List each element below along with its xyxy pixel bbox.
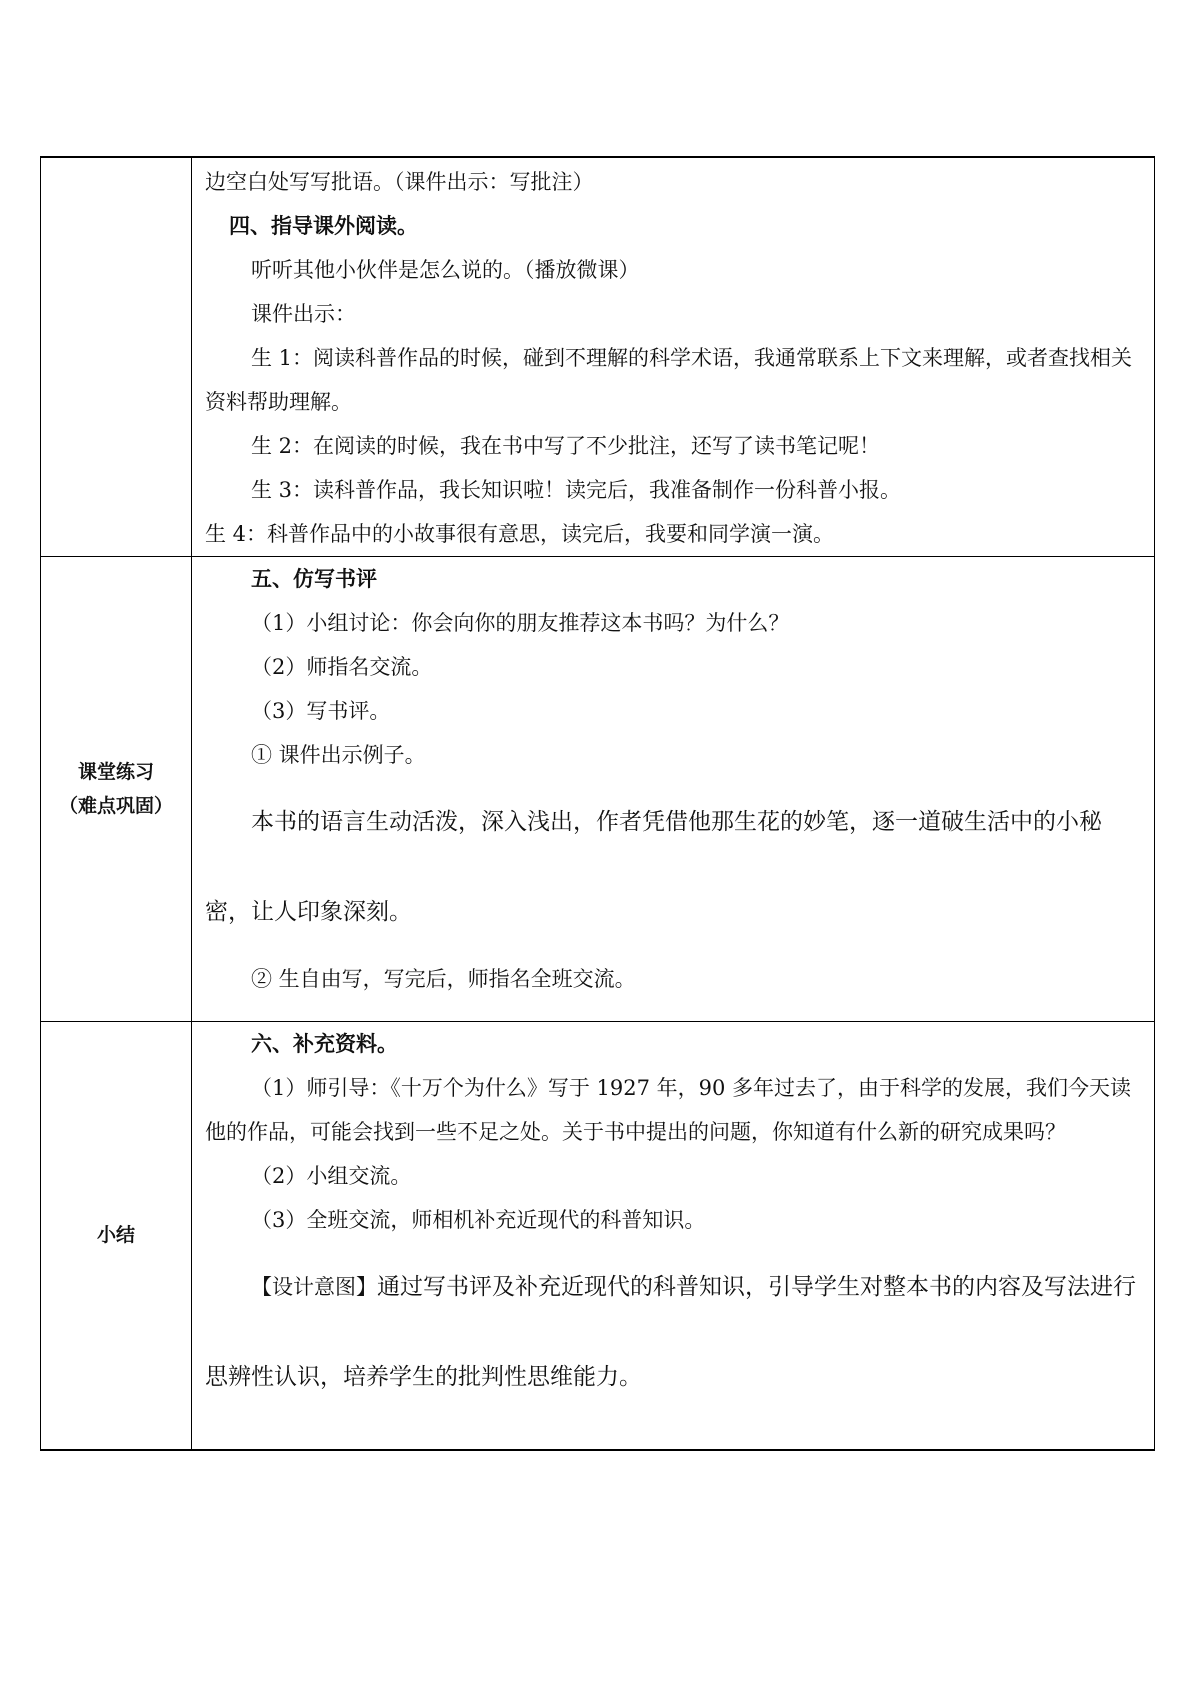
text-line: 生 3：读科普作品，我长知识啦！读完后，我准备制作一份科普小报。 bbox=[251, 478, 902, 502]
table-row bbox=[41, 557, 1155, 1022]
design-intent-tag: 【设计意图】 bbox=[251, 1275, 377, 1299]
section-heading: 四、指导课外阅读。 bbox=[229, 213, 418, 238]
lesson-plan-table bbox=[40, 156, 1155, 1451]
section-heading: 五、仿写书评 bbox=[251, 566, 377, 591]
example-paragraph: 本书的语言生动活泼，深入浅出，作者凭借他那生花的妙笔，逐一道破生活中的小秘密，让人印象深刻。 bbox=[205, 809, 1102, 925]
row-label: 课堂练习 bbox=[77, 761, 154, 783]
list-item: ① 课件出示例子。 bbox=[251, 743, 426, 767]
list-item: （1）小组讨论：你会向你的朋友推荐这本书吗？为什么？ bbox=[251, 611, 790, 635]
list-item: （2）小组交流。 bbox=[251, 1164, 412, 1188]
list-item: （2）师指名交流。 bbox=[251, 655, 433, 679]
text-line: 生 2：在阅读的时候，我在书中写了不少批注，还写了读书笔记呢！ bbox=[251, 434, 881, 458]
design-intent-text: 通过写书评及补充近现代的科普知识，引导学生对整本书的内容及写法进行思辨性认识，培养学生的批判性思维能力。 bbox=[205, 1274, 1136, 1390]
row-label-cell bbox=[41, 157, 192, 557]
row-label-cell bbox=[41, 1022, 192, 1450]
content-cell bbox=[192, 1022, 1155, 1450]
text-line: 生 1：阅读科普作品的时候，碰到不理解的科学术语，我通常联系上下文来理解，或者查找相关资料帮助理解。 bbox=[205, 346, 1133, 414]
text-line: 边空白处写写批语。（课件出示：写批注） bbox=[205, 170, 594, 194]
row-label-cell bbox=[41, 557, 192, 1022]
row-label: 小结 bbox=[96, 1224, 135, 1247]
list-item: （3）写书评。 bbox=[251, 699, 391, 723]
content-cell bbox=[192, 557, 1155, 1022]
list-item: （1）师引导：《十万个为什么》写于 1927 年，90 多年过去了，由于科学的发展，我们今天读他的作品，可能会找到一些不足之处。关于书中提出的问题，你知道有什么新的研究成果吗？ bbox=[205, 1076, 1132, 1144]
list-item: （3）全班交流，师相机补充近现代的科普知识。 bbox=[251, 1208, 706, 1232]
table-row bbox=[41, 1022, 1155, 1450]
list-item: ② 生自由写，写完后，师指名全班交流。 bbox=[251, 967, 636, 991]
table-row bbox=[41, 157, 1155, 557]
text-line: 听听其他小伙伴是怎么说的。（播放微课） bbox=[251, 258, 640, 282]
section-heading: 六、补充资料。 bbox=[251, 1031, 398, 1056]
text-line: 生 4：科普作品中的小故事很有意思，读完后，我要和同学演一演。 bbox=[205, 522, 835, 546]
row-label-sub: （难点巩固） bbox=[58, 795, 173, 817]
design-intent-paragraph bbox=[205, 1242, 1144, 1422]
text-line: 课件出示： bbox=[251, 302, 356, 326]
content-cell bbox=[192, 157, 1155, 557]
